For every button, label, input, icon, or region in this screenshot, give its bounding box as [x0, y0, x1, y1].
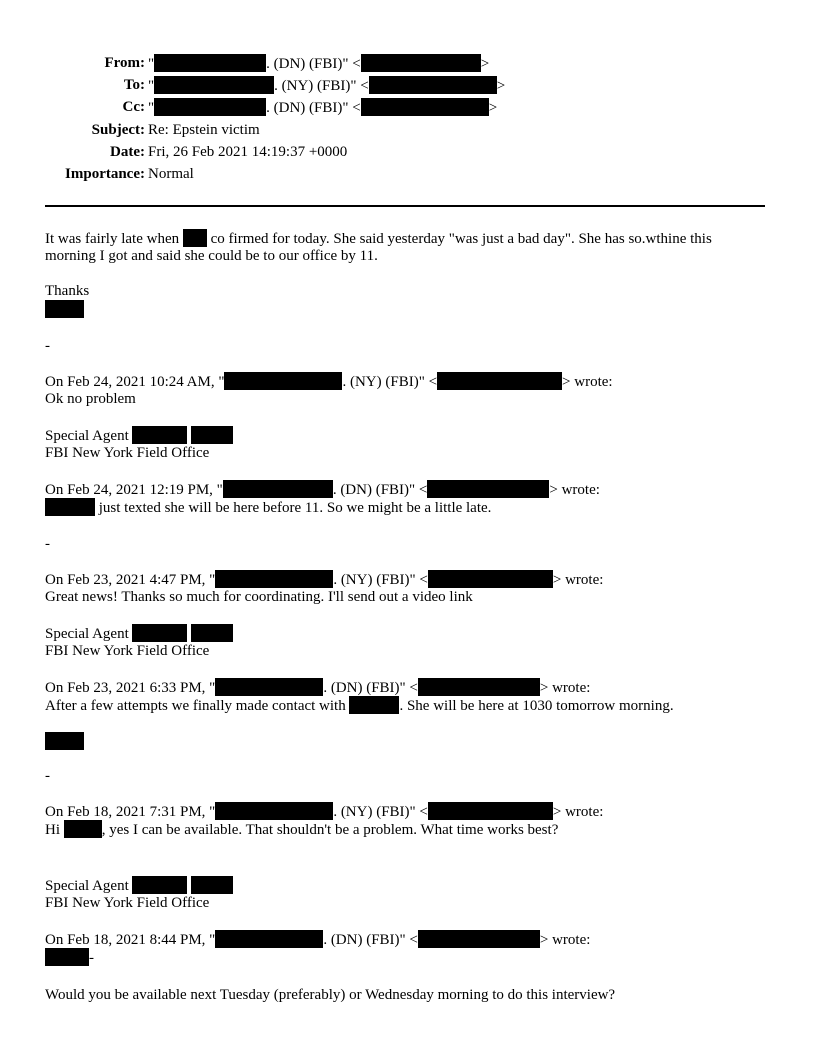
redaction-block [223, 480, 333, 498]
quoted-header: On Feb 18, 2021 8:44 PM, " . (DN) (FBI)" < > wrote: [45, 932, 591, 948]
redaction-block [45, 948, 89, 966]
quoted-header: On Feb 18, 2021 7:31 PM, " . (NY) (FBI)" < > wrote: [45, 804, 604, 820]
cc-label: Cc: [122, 99, 145, 115]
separator-dash: - [45, 536, 50, 552]
thanks-text: Thanks [45, 283, 90, 299]
signature-title: Special Agent [45, 624, 233, 643]
signature-office: FBI New York Field Office [45, 643, 210, 659]
separator-dash: - [45, 768, 50, 784]
quoted-question: Would you be available next Tuesday (preferably) or Wednesday morning to do this interview? [45, 987, 616, 1003]
date-value: Fri, 26 Feb 2021 14:19:37 +0000 [148, 144, 348, 160]
redaction-block [45, 300, 84, 318]
redaction-block [215, 930, 323, 948]
body-line: It was fairly late when co firmed for today. She said yesterday "was just a bad day". She has so.wthine this [45, 231, 712, 247]
redaction-block [191, 426, 233, 444]
signature-redacted [45, 300, 84, 319]
date-label: Date: [110, 144, 145, 160]
redaction-block [64, 820, 102, 838]
quoted-body: Great news! Thanks so much for coordinating. I'll send out a video link [45, 589, 473, 605]
redaction-block [45, 498, 95, 516]
redaction-block [418, 678, 540, 696]
quoted-body: - [45, 948, 94, 967]
redaction-block [132, 624, 187, 642]
from-value: " . (DN) (FBI)" < > [148, 56, 490, 72]
redaction-block [428, 570, 553, 588]
redaction-block [154, 76, 274, 94]
quoted-body: just texted she will be here before 11. So we might be a little late. [45, 498, 491, 517]
redaction-block [428, 802, 553, 820]
from-label: From: [104, 55, 145, 71]
redaction-block [418, 930, 540, 948]
redaction-block [215, 570, 333, 588]
redaction-block [437, 372, 562, 390]
signature-office: FBI New York Field Office [45, 895, 210, 911]
importance-label: Importance: [65, 166, 145, 182]
redaction-block [361, 54, 481, 72]
signature-redacted [45, 732, 84, 751]
quoted-body: Hi , yes I can be available. That shouldn't be a problem. What time works best? [45, 822, 559, 838]
redaction-block [369, 76, 497, 94]
cc-value: " . (DN) (FBI)" < > [148, 100, 498, 116]
separator-dash: - [45, 338, 50, 354]
redaction-block [224, 372, 342, 390]
redaction-block [215, 678, 323, 696]
redaction-block [154, 54, 266, 72]
subject-value: Re: Epstein victim [148, 122, 260, 138]
redaction-block [191, 624, 233, 642]
redaction-block [183, 229, 207, 247]
quoted-header: On Feb 23, 2021 6:33 PM, " . (DN) (FBI)" < > wrote: [45, 680, 591, 696]
signature-office: FBI New York Field Office [45, 445, 210, 461]
redaction-block [132, 876, 187, 894]
to-value: " . (NY) (FBI)" < > [148, 78, 506, 94]
redaction-block [349, 696, 399, 714]
quoted-body: Ok no problem [45, 391, 136, 407]
redaction-block [215, 802, 333, 820]
redaction-block [154, 98, 266, 116]
signature-title: Special Agent [45, 876, 233, 895]
quoted-header: On Feb 24, 2021 12:19 PM, " . (DN) (FBI)" < > wrote: [45, 482, 600, 498]
redaction-block [45, 732, 84, 750]
quoted-body: After a few attempts we finally made contact with . She will be here at 1030 tomorrow morning. [45, 698, 674, 714]
to-label: To: [123, 77, 145, 93]
quoted-header: On Feb 23, 2021 4:47 PM, " . (NY) (FBI)" < > wrote: [45, 572, 604, 588]
body-line: morning I got and said she could be to our office by 11. [45, 248, 378, 264]
header-divider [45, 205, 765, 207]
redaction-block [361, 98, 489, 116]
redaction-block [191, 876, 233, 894]
signature-title: Special Agent [45, 426, 233, 445]
quoted-header: On Feb 24, 2021 10:24 AM, " . (NY) (FBI)" < > wrote: [45, 374, 613, 390]
redaction-block [427, 480, 549, 498]
importance-value: Normal [148, 166, 194, 182]
subject-label: Subject: [91, 122, 145, 138]
redaction-block [132, 426, 187, 444]
